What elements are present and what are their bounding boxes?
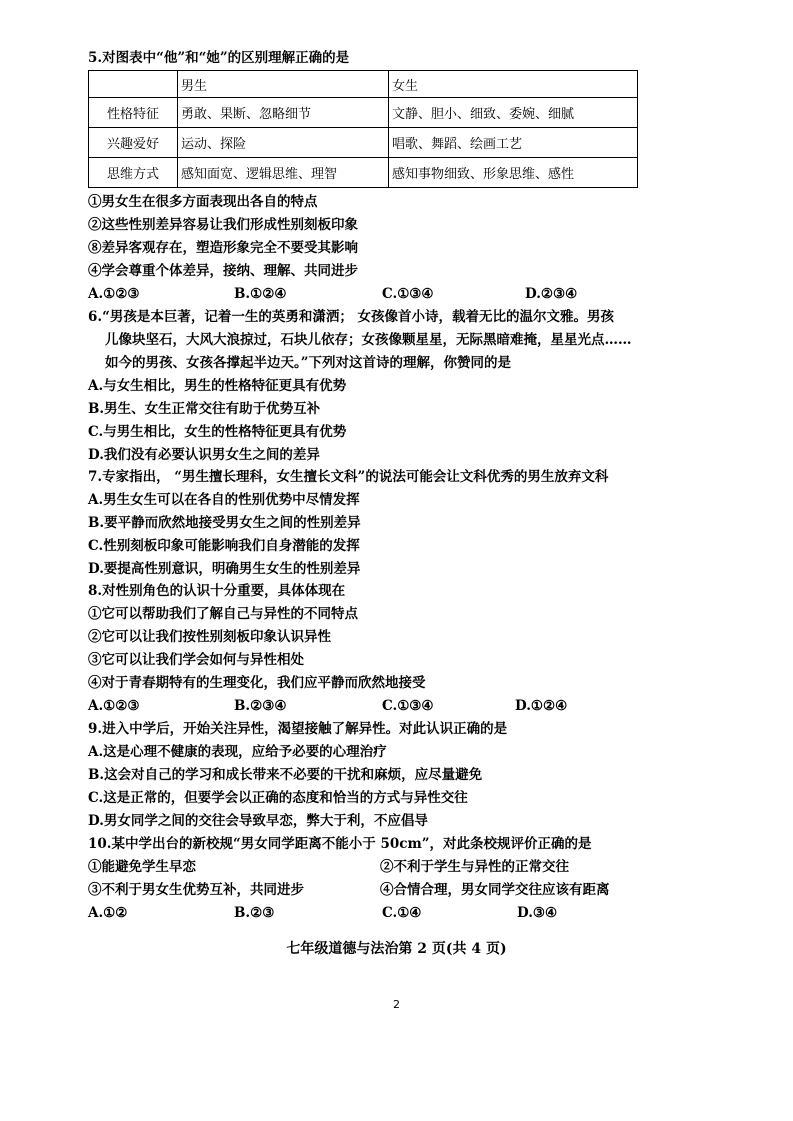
q8-option-a[interactable]: A.①②③ xyxy=(88,698,140,714)
q9-option-a[interactable]: A.这是心理不健康的表现，应给予必要的心理治疗 xyxy=(88,744,387,760)
q8-statement: ④对于青春期特有的生理变化，我们应平静而欣然地接受 xyxy=(88,675,426,691)
q6-option-a[interactable]: A.与女生相比，男生的性格特征更具有优势 xyxy=(88,378,347,394)
q8-statement: ①它可以帮助我们了解自己与异性的不同特点 xyxy=(88,606,358,622)
q10-option-d[interactable]: D.③④ xyxy=(517,905,558,921)
q8-statement: ③它可以让我们学会如何与异性相处 xyxy=(88,652,304,668)
q6-option-b[interactable]: B.男生、女生正常交往有助于优势互补 xyxy=(88,401,321,417)
q9-option-c[interactable]: C.这是正常的，但要学会以正确的态度和恰当的方式与异性交往 xyxy=(88,790,468,806)
table-row xyxy=(89,128,638,158)
page-number: 2 xyxy=(393,998,400,1011)
table-header-cell: 女生 xyxy=(389,71,638,98)
q5-option-c[interactable]: C.①③④ xyxy=(382,286,434,302)
q10-statement: ④合情合理，男女同学交往应该有距离 xyxy=(380,882,610,898)
q9-stem: 9.进入中学后，开始关注异性，渴望接触了解异性。对此认识正确的是 xyxy=(88,721,508,737)
table-cell: 兴趣爱好 xyxy=(89,128,178,158)
page-footer: 七年级道德与法治第 2 页(共 4 页) xyxy=(286,941,507,957)
q8-stem: 8.对性别角色的认识十分重要，具体体现在 xyxy=(88,583,346,599)
q5-statement: ②这些性别差异容易让我们形成性别刻板印象 xyxy=(88,217,358,233)
q7-stem: 7.专家指出， “男生擅长理科，女生擅长文科”的说法可能会让文科优秀的男生放弃文科 xyxy=(88,469,609,485)
table-cell: 性格特征 xyxy=(89,98,178,128)
table-header-cell: 男生 xyxy=(178,71,389,98)
q10-stem: 10.某中学出台的新校规“男女同学距离不能小于 50cm”，对此条校规评价正确的是 xyxy=(88,836,592,852)
q6-option-c[interactable]: C.与男生相比，女生的性格特征更具有优势 xyxy=(88,424,347,440)
q10-statement: ③不利于男女生优势互补，共同进步 xyxy=(88,882,304,898)
q9-option-b[interactable]: B.这会对自己的学习和成长带来不必要的干扰和麻烦，应尽量避免 xyxy=(88,767,483,783)
q5-option-d[interactable]: D.②③④ xyxy=(525,286,578,302)
q5-option-b[interactable]: B.①②④ xyxy=(234,286,287,302)
table-header-cell xyxy=(89,71,178,98)
q5-stem: 5.对图表中“他”和“她”的区别理解正确的是 xyxy=(88,50,350,66)
q6-option-d[interactable]: D.我们没有必要认识男女生之间的差异 xyxy=(88,447,320,463)
table-cell: 思维方式 xyxy=(89,158,178,188)
table-row xyxy=(89,98,638,128)
q7-option-b[interactable]: B.要平静而欣然地接受男女生之间的性别差异 xyxy=(88,515,361,531)
q5-option-a[interactable]: A.①②③ xyxy=(88,286,140,302)
table-cell: 感知面宽、逻辑思维、理智 xyxy=(178,158,389,188)
q5-statement: ⑧差异客观存在，塑造形象完全不要受其影响 xyxy=(88,240,358,256)
q8-option-b[interactable]: B.②③④ xyxy=(234,698,287,714)
table-cell: 文静、胆小、细致、委婉、细腻 xyxy=(389,98,638,128)
q7-option-c[interactable]: C.性别刻板印象可能影响我们自身潜能的发挥 xyxy=(88,538,360,554)
q8-option-c[interactable]: C.①③④ xyxy=(382,698,434,714)
q7-option-a[interactable]: A.男生女生可以在各自的性别优势中尽情发挥 xyxy=(88,492,360,508)
table-cell: 运动、探险 xyxy=(178,128,389,158)
q6-stem-line: 6.“男孩是本巨著，记着一生的英勇和潇洒； 女孩像首小诗，载着无比的温尔文雅。男孩 xyxy=(88,309,615,325)
q6-stem-line: 儿像块坚石，大风大浪掠过，石块儿依存；女孩像颗星星，无际黑暗难掩，星星光点…… xyxy=(105,332,632,348)
q10-option-b[interactable]: B.②③ xyxy=(234,905,275,921)
q10-option-c[interactable]: C.①④ xyxy=(382,905,422,921)
q7-option-d[interactable]: D.要提高性别意识，明确男生女生的性别差异 xyxy=(88,561,361,577)
q10-statement: ②不利于学生与异性的正常交往 xyxy=(380,859,569,875)
gender-comparison-table xyxy=(88,70,638,188)
table-header-row xyxy=(89,71,638,98)
table-row xyxy=(89,158,638,188)
table-cell: 唱歌、舞蹈、绘画工艺 xyxy=(389,128,638,158)
q10-statement: ①能避免学生早恋 xyxy=(88,859,196,875)
q8-option-d[interactable]: D.①②④ xyxy=(515,698,568,714)
q10-option-a[interactable]: A.①② xyxy=(88,905,128,921)
q6-stem-line: 如今的男孩、女孩各撑起半边天。”下列对这首诗的理解，你赞同的是 xyxy=(105,355,512,371)
table-cell: 勇敢、果断、忽略细节 xyxy=(178,98,389,128)
q9-option-d[interactable]: D.男女同学之间的交往会导致早恋，弊大于利，不应倡导 xyxy=(88,813,428,829)
q5-statement: ④学会尊重个体差异，接纳、理解、共同进步 xyxy=(88,263,358,279)
q5-statement: ①男女生在很多方面表现出各自的特点 xyxy=(88,194,318,210)
table-cell: 感知事物细致、形象思维、感性 xyxy=(389,158,638,188)
q8-statement: ②它可以让我们按性别刻板印象认识异性 xyxy=(88,629,331,645)
